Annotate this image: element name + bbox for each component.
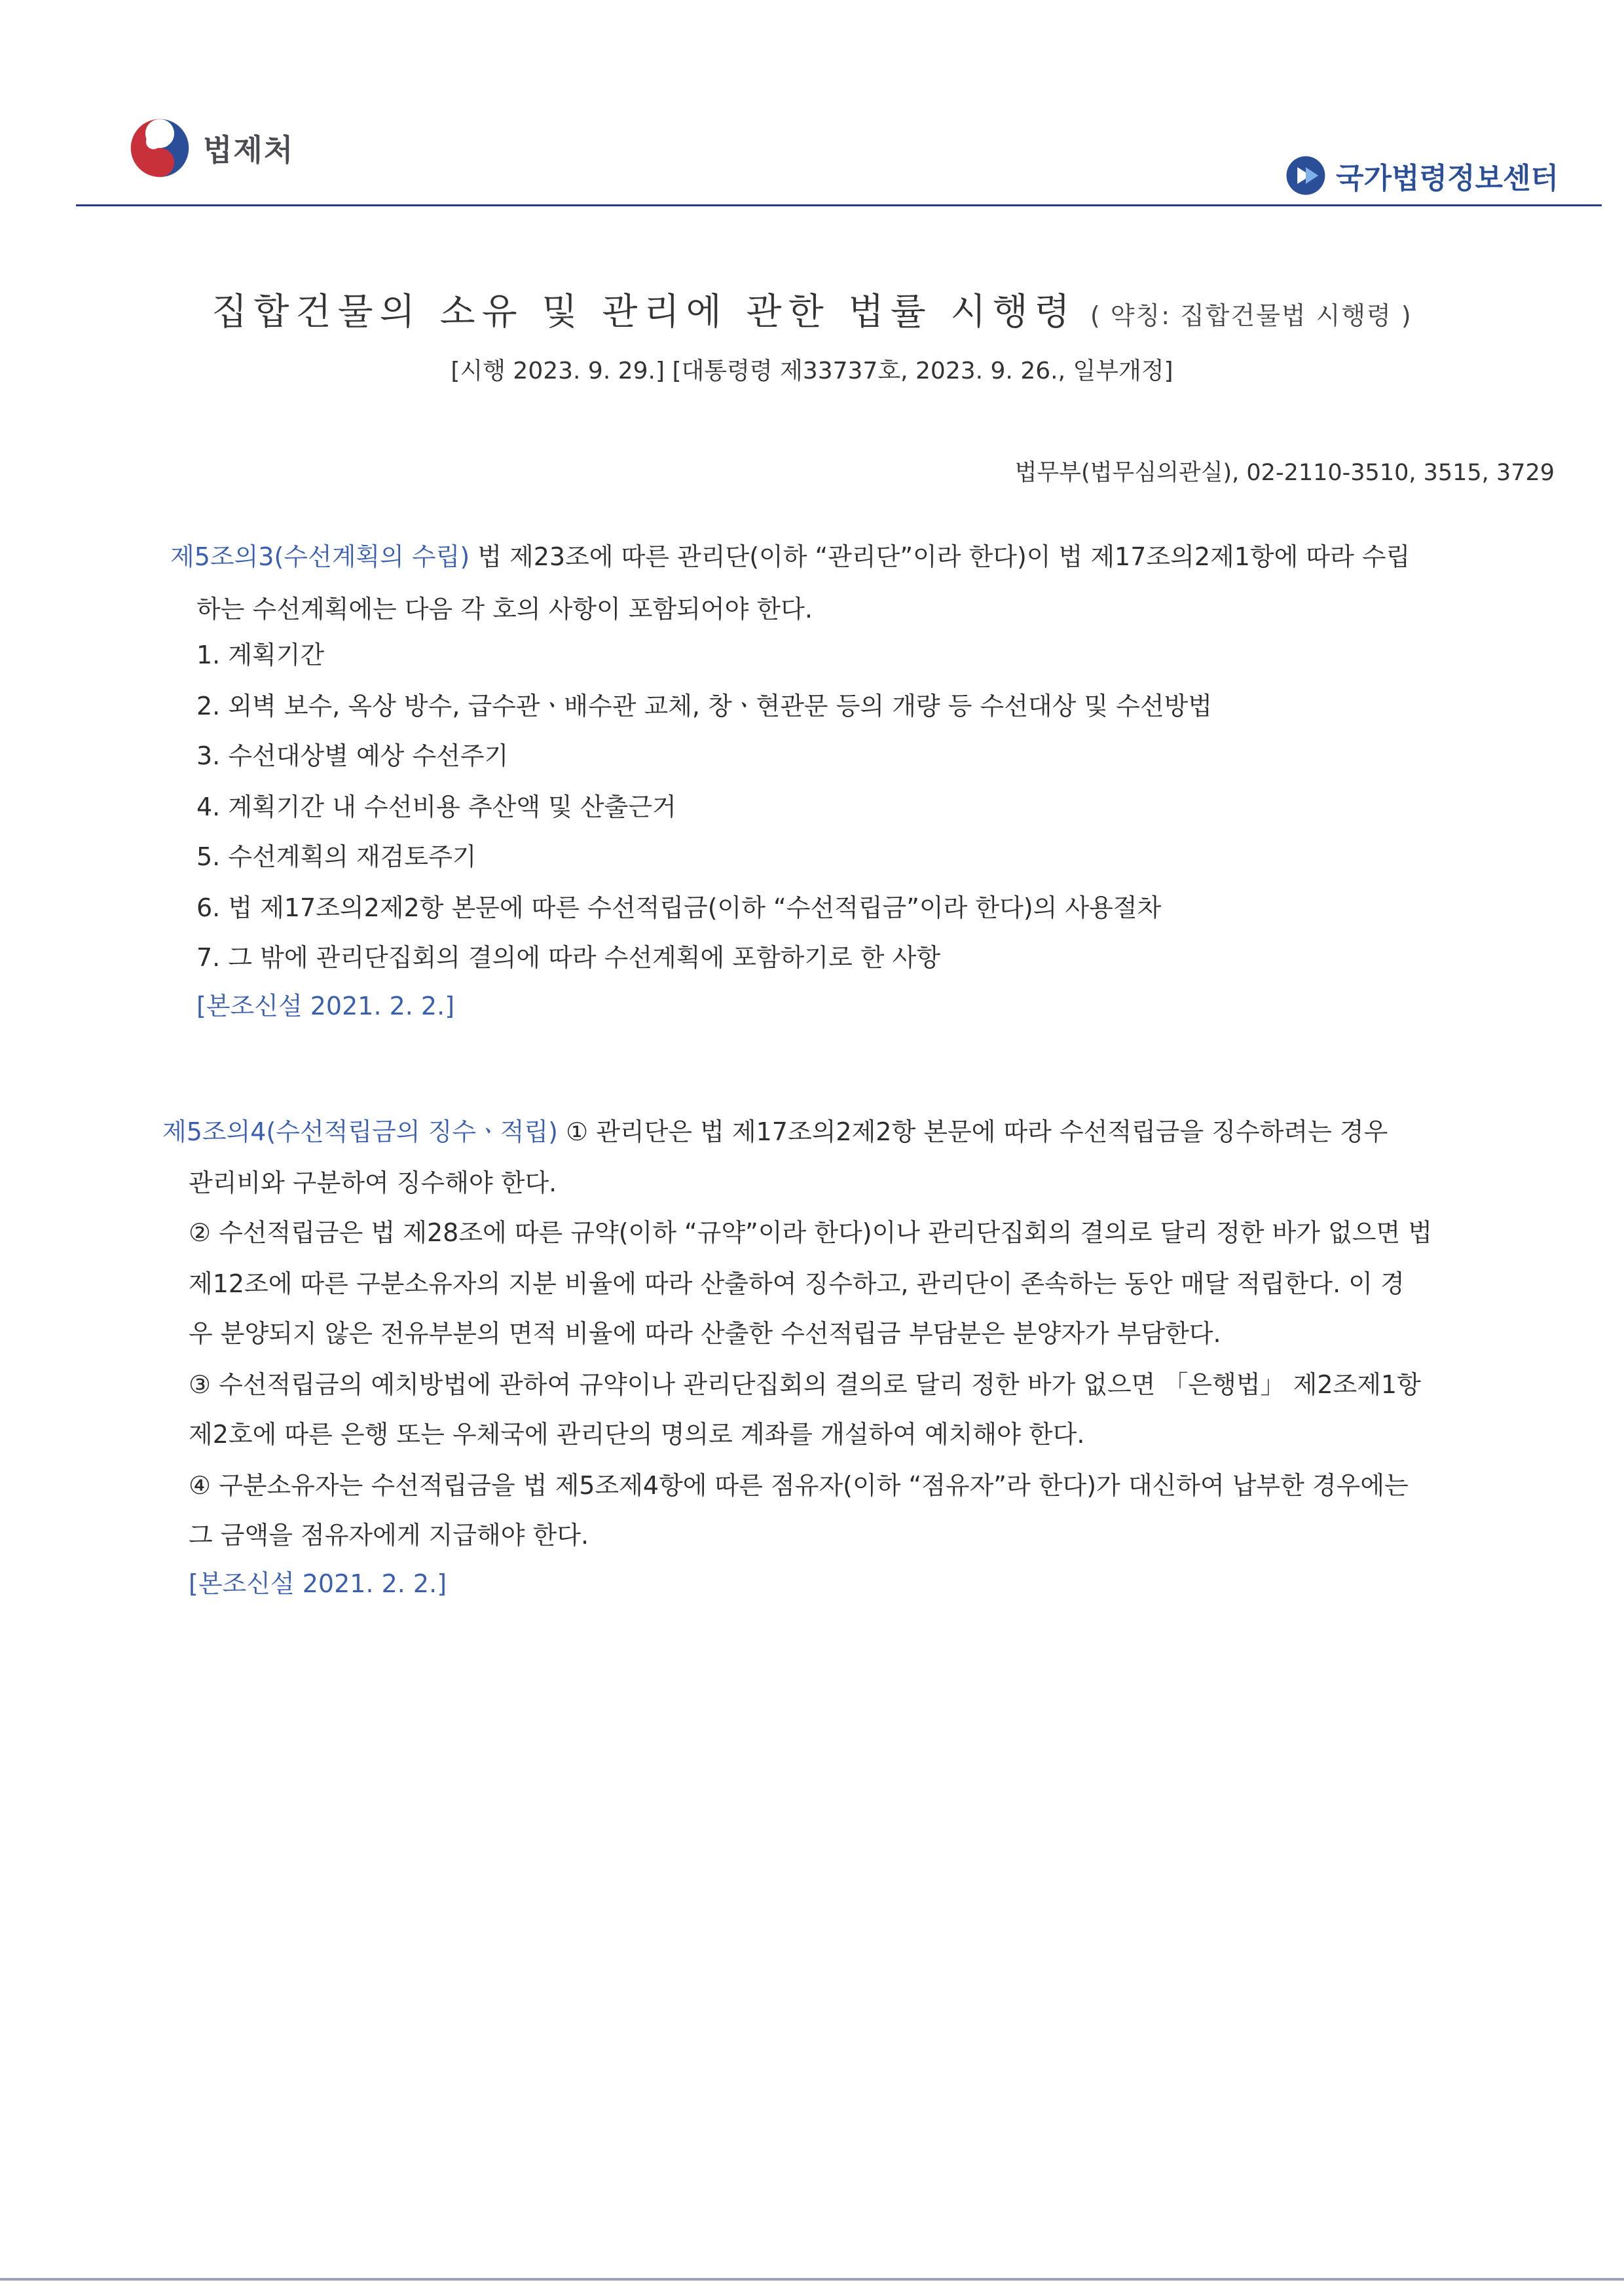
article-5-3-line-2: 하는 수선계획에는 다음 각 호의 사항이 포함되어야 한다. bbox=[196, 595, 813, 624]
article-5-3-item-5: 5. 수선계획의 재검토주기 bbox=[196, 842, 477, 871]
article-5-4-text-1: ① 관리단은 법 제17조의2제2항 본문에 따라 수선적립금을 징수하려는 경우 bbox=[558, 1117, 1388, 1146]
article-5-4-para-2-line-1: ② 수선적립금은 법 제28조에 따른 규약(이하 “규약”이라 한다)이나 관리단집회의 결의로 달리 정한 바가 없으면 법 bbox=[189, 1218, 1432, 1247]
document-title: 집합건물의 소유 및 관리에 관한 법률 시행령 bbox=[212, 291, 1077, 333]
article-5-3-heading: 제5조의3(수선계획의 수립) bbox=[170, 542, 470, 571]
article-5-4-para-3-line-2: 제2호에 따른 은행 또는 우체국에 관리단의 명의로 계좌를 개설하여 예치해야 한다. bbox=[189, 1420, 1085, 1449]
effective-date-info: [시행 2023. 9. 29.] [대통령령 제33737호, 2023. 9. 26., 일부개정] bbox=[451, 358, 1173, 384]
article-5-4-para-1-line-2: 관리비와 구분하여 징수해야 한다. bbox=[189, 1168, 557, 1197]
article-5-3-item-7: 7. 그 밖에 관리단집회의 결의에 따라 수선계획에 포함하기로 한 사항 bbox=[196, 943, 941, 972]
article-5-4-para-2-line-3: 우 분양되지 않은 전유부분의 면적 비율에 따라 산출한 수선적립금 부담분은 분양자가 부담한다. bbox=[189, 1319, 1221, 1348]
header-divider bbox=[76, 204, 1602, 206]
article-5-3-item-4: 4. 계획기간 내 수선비용 추산액 및 산출근거 bbox=[196, 793, 676, 821]
law-center-logo-icon bbox=[1285, 155, 1327, 196]
article-5-4-line-1 bbox=[162, 1116, 1388, 1148]
law-info-center-logo bbox=[1285, 155, 1559, 196]
article-5-3-item-1: 1. 계획기간 bbox=[196, 641, 325, 669]
article-5-4-para-4-line-2: 그 금액을 점유자에게 지급해야 한다. bbox=[189, 1521, 589, 1550]
article-5-3-note: [본조신설 2021. 2. 2.] bbox=[196, 992, 455, 1020]
right-logo-text: 국가법령정보센터 bbox=[1336, 162, 1559, 195]
article-5-3-item-6: 6. 법 제17조의2제2항 본문에 따른 수선적립금(이하 “수선적립금”이라 한다)의 사용절차 bbox=[196, 893, 1162, 922]
ministry-contact: 법무부(법무심의관실), 02-2110-3510, 3515, 3729 bbox=[1014, 460, 1555, 486]
article-5-4-note: [본조신설 2021. 2. 2.] bbox=[189, 1569, 447, 1598]
article-5-4-para-4-line-1: ④ 구분소유자는 수선적립금을 법 제5조제4항에 따른 점유자(이하 “점유자”라 한다)가 대신하여 납부한 경우에는 bbox=[189, 1471, 1409, 1500]
article-5-4-para-3-line-1: ③ 수선적립금의 예치방법에 관하여 규약이나 관리단집회의 결의로 달리 정한 바가 없으면 「은행법」 제2조제1항 bbox=[189, 1370, 1421, 1399]
left-logo-text: 법제처 bbox=[203, 132, 295, 168]
article-5-4-heading: 제5조의4(수선적립금의 징수ㆍ적립) bbox=[162, 1117, 558, 1146]
article-5-3-line-1 bbox=[170, 541, 1410, 572]
taegeuk-logo-icon bbox=[128, 117, 191, 179]
document-abbreviation: ( 약칭: 집합건물법 시행령 ) bbox=[1090, 301, 1412, 330]
moleg-logo bbox=[128, 117, 294, 179]
article-5-4-para-2-line-2: 제12조에 따른 구분소유자의 지분 비율에 따라 산출하여 징수하고, 관리단이 존속하는 동안 매달 적립한다. 이 경 bbox=[189, 1269, 1405, 1298]
page-bottom-edge bbox=[0, 2278, 1624, 2281]
article-5-3-item-3: 3. 수선대상별 예상 수선주기 bbox=[196, 741, 509, 770]
document-title-line bbox=[0, 283, 1624, 335]
article-5-3-text-1: 법 제23조에 따른 관리단(이하 “관리단”이라 한다)이 법 제17조의2제1항에 따라 수립 bbox=[470, 542, 1411, 571]
article-5-3-item-2: 2. 외벽 보수, 옥상 방수, 급수관ㆍ배수관 교체, 창ㆍ현관문 등의 개량 등 수선대상 및 수선방법 bbox=[196, 692, 1213, 720]
